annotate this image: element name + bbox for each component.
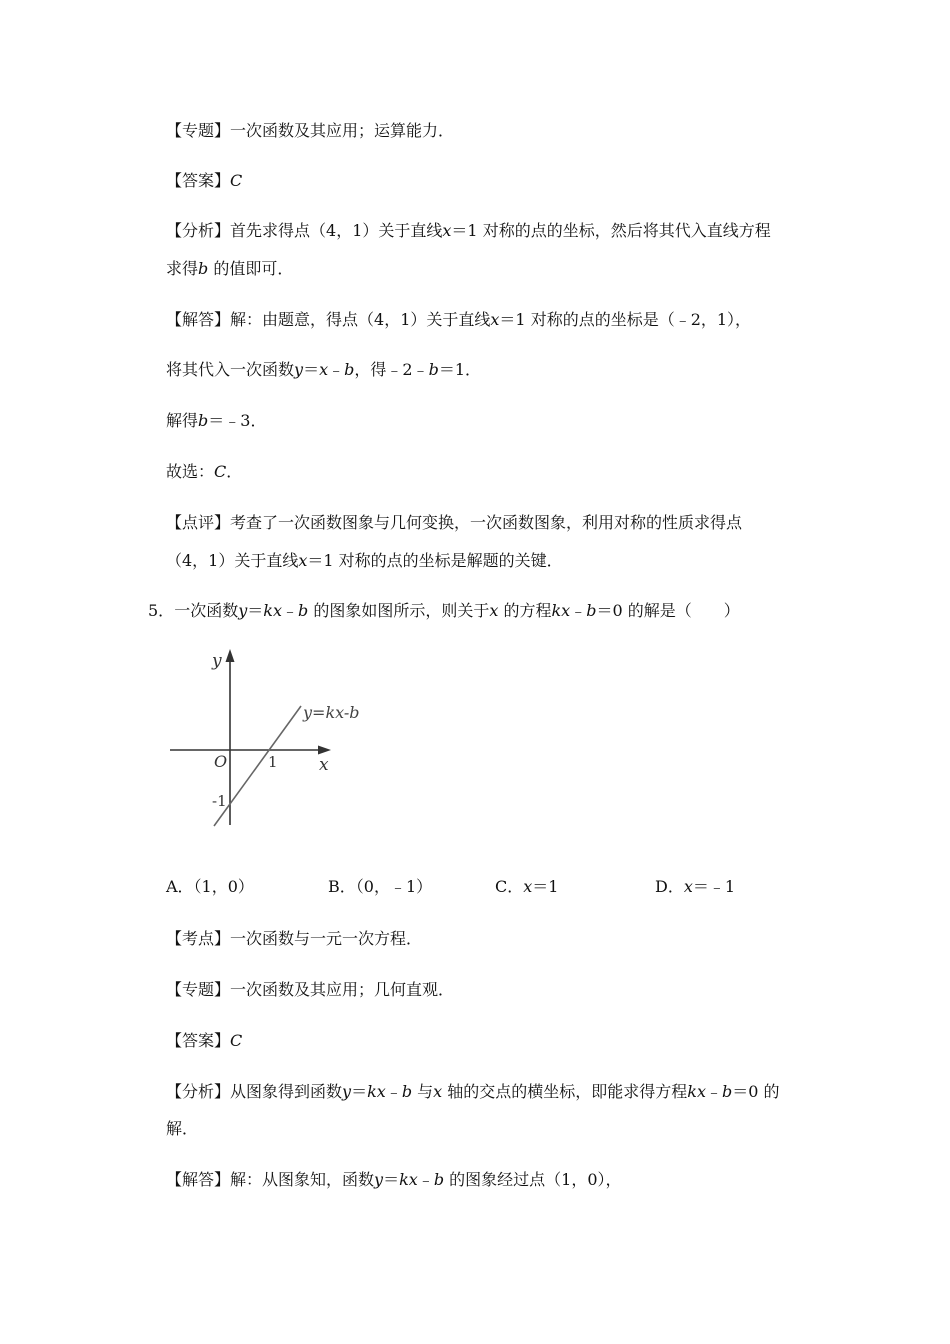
section-tag: 【点评】 — [166, 513, 231, 532]
var-x: x — [490, 310, 500, 329]
zhuanti-text: 一次函数及其应用；运算能力． — [230, 121, 455, 140]
minus: ﹣ — [706, 1082, 723, 1101]
solution-line-3 — [166, 411, 266, 431]
analysis-line-2a — [166, 1082, 780, 1102]
analysis-text: ＝0 的 — [732, 1082, 780, 1101]
x-axis-label: x — [319, 755, 329, 775]
solution-line-b2 — [166, 1170, 622, 1190]
section-tag: 【答案】 — [166, 171, 231, 190]
y-axis-label: y — [212, 651, 222, 671]
line-label: y=kx-b — [303, 703, 360, 722]
kaodian-text: 一次函数与一元一次方程． — [230, 929, 423, 948]
minus: ﹣ — [281, 601, 298, 620]
option-b[interactable] — [328, 877, 432, 897]
minus: ﹣ — [570, 601, 587, 620]
var-x: x — [489, 601, 499, 620]
question-text: 的方程 — [498, 601, 552, 620]
section-tag: 【答案】 — [166, 1031, 231, 1050]
var-x: x — [683, 877, 693, 896]
question-number: 5． — [148, 601, 175, 620]
analysis-text: 求得 — [166, 259, 199, 278]
var-y: y — [238, 601, 248, 620]
minus: ﹣ — [328, 360, 345, 379]
comment-text: （4，1）关于直线 — [166, 551, 299, 570]
option-c-label: C． — [495, 877, 524, 896]
x-axis-arrow — [318, 746, 331, 755]
comment-text: ＝1 对称的点的坐标是解题的关键． — [307, 551, 563, 570]
section-tag: 【考点】 — [166, 929, 231, 948]
solution-line-4 — [166, 462, 242, 482]
var-kx: kx — [551, 601, 571, 620]
var-b: b — [401, 1082, 413, 1101]
option-c[interactable] — [495, 877, 558, 897]
option-b-text: B．（0，﹣1） — [328, 877, 433, 896]
var-x: x — [433, 1082, 443, 1101]
analysis-text: 轴的交点的横坐标，即能求得方程 — [442, 1082, 688, 1101]
analysis-line-1a — [166, 221, 771, 241]
var-b: b — [586, 601, 597, 620]
var-x: x — [523, 877, 533, 896]
analysis-text: 从图象得到函数 — [230, 1082, 343, 1101]
var-b: b — [198, 411, 209, 430]
equals: ＝ — [247, 601, 264, 620]
analysis-line-1b — [166, 259, 293, 279]
solution-line-1 — [166, 310, 751, 330]
equals: ＝ — [303, 360, 320, 379]
zhuanti-line-1 — [166, 121, 454, 141]
solution-line-2 — [166, 360, 481, 380]
option-d[interactable] — [655, 877, 735, 897]
kaodian-line — [166, 929, 422, 949]
analysis-text: 解． — [166, 1119, 199, 1138]
var-kx: kx — [367, 1082, 386, 1101]
solution-text: 故选： — [166, 462, 215, 481]
option-d-label: D． — [655, 877, 684, 896]
var-b: b — [344, 360, 355, 379]
solution-text: ，得﹣2﹣ — [354, 360, 429, 379]
solution-text: ． — [226, 462, 243, 481]
analysis-text: ＝1 对称的点的坐标，然后将其代入直线方程 — [451, 221, 771, 240]
analysis-text: 的值即可． — [208, 259, 294, 278]
equals: ＝ — [351, 1082, 368, 1101]
analysis-text: 首先求得点（4，1）关于直线 — [230, 221, 443, 240]
var-kx: kx — [399, 1170, 418, 1189]
solution-text: 解得 — [166, 411, 199, 430]
section-tag: 【解答】 — [166, 310, 231, 329]
comment-line-1 — [166, 513, 742, 533]
analysis-line-2b — [166, 1119, 198, 1139]
var-b: b — [198, 259, 209, 278]
option-a-text: A．（1，0） — [166, 877, 254, 896]
answer-line-2 — [166, 1031, 242, 1051]
minus: ﹣ — [417, 1170, 434, 1189]
section-tag: 【专题】 — [166, 980, 231, 999]
y-tick-label: -1 — [212, 792, 227, 810]
section-tag: 【分析】 — [166, 221, 231, 240]
solution-text: ＝1． — [438, 360, 481, 379]
answer-c: C — [214, 462, 227, 481]
var-b: b — [433, 1170, 445, 1189]
option-a[interactable] — [166, 877, 254, 897]
answer-value: C — [230, 171, 243, 190]
zhuanti-line-2 — [166, 980, 454, 1000]
equals: ＝ — [383, 1170, 400, 1189]
solution-text: 解：由题意，得点（4，1）关于直线 — [230, 310, 491, 329]
question-text: ＝0 的解是（ ） — [596, 601, 740, 620]
option-c-value: ＝1 — [532, 877, 559, 896]
solution-text: ＝﹣3． — [208, 411, 267, 430]
var-x: x — [319, 360, 329, 379]
var-b: b — [722, 1082, 733, 1101]
var-y: y — [374, 1170, 384, 1189]
answer-value: C — [230, 1031, 243, 1050]
var-y: y — [342, 1082, 352, 1101]
option-d-value: ＝﹣1 — [692, 877, 736, 896]
var-x: x — [298, 551, 308, 570]
zhuanti-text: 一次函数及其应用；几何直观． — [230, 980, 455, 999]
answer-line-1 — [166, 171, 242, 191]
var-x: x — [442, 221, 452, 240]
section-tag: 【解答】 — [166, 1170, 231, 1189]
solution-text: 将其代入一次函数 — [166, 360, 295, 379]
origin-label: O — [214, 752, 228, 771]
solution-text: 的图象经过点（1，0）， — [444, 1170, 622, 1189]
solution-text: ＝1 对称的点的坐标是（﹣2，1）， — [499, 310, 752, 329]
var-b: b — [428, 360, 439, 379]
var-kx: kx — [687, 1082, 707, 1101]
section-tag: 【分析】 — [166, 1082, 231, 1101]
var-b: b — [298, 601, 309, 620]
minus: ﹣ — [385, 1082, 402, 1101]
var-kx: kx — [263, 601, 282, 620]
comment-text: 考查了一次函数图象与几何变换，一次函数图象，利用对称的性质求得点 — [230, 513, 743, 532]
question-text: 一次函数 — [174, 601, 239, 620]
analysis-text: 与 — [412, 1082, 434, 1101]
comment-line-2 — [166, 551, 563, 571]
function-graph — [160, 645, 380, 835]
question-text: 的图象如图所示，则关于 — [308, 601, 490, 620]
solution-text: 解：从图象知，函数 — [230, 1170, 375, 1189]
y-axis-arrow — [226, 649, 235, 662]
x-tick-label: 1 — [268, 753, 278, 771]
var-y: y — [294, 360, 304, 379]
question-5-stem — [148, 601, 740, 621]
section-tag: 【专题】 — [166, 121, 231, 140]
